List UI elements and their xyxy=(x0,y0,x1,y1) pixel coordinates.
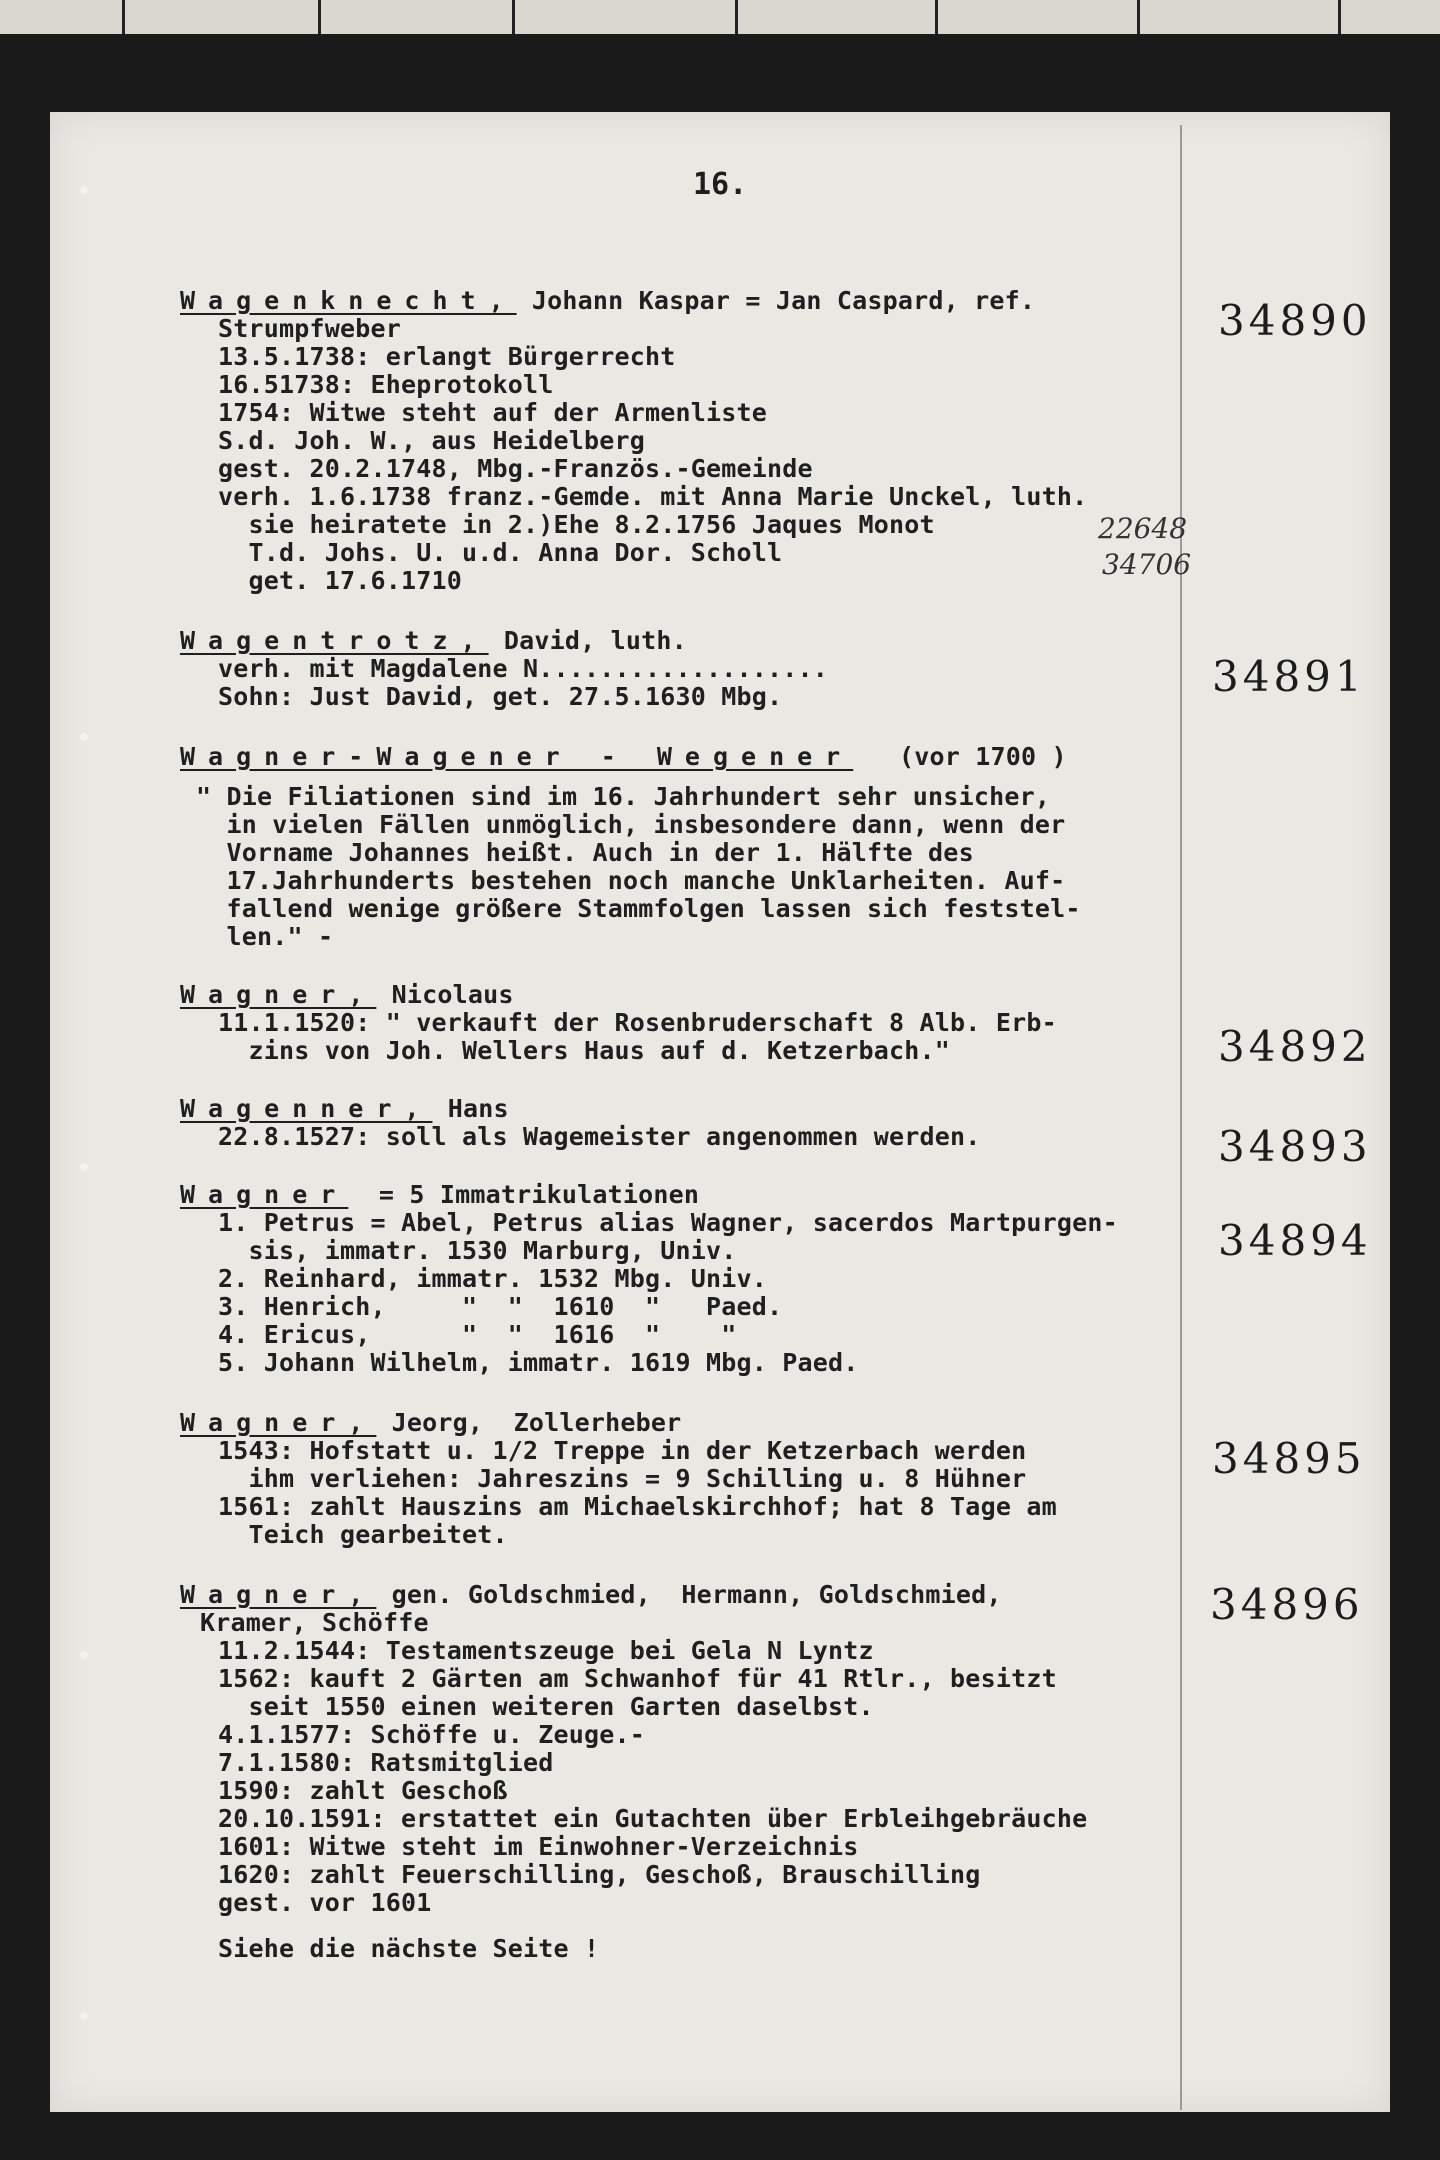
record-number: 34890 xyxy=(1218,296,1372,345)
entry-surname: Wagenner, xyxy=(180,1094,433,1123)
entry-line: S.d. Joh. W., aus Heidelberg xyxy=(218,426,646,455)
record-number: 34892 xyxy=(1218,1022,1372,1071)
page-number: 16. xyxy=(693,167,748,202)
entry-line: 5. Johann Wilhelm, immatr. 1619 Mbg. Paed. xyxy=(218,1348,859,1377)
entry-name: David, luth. xyxy=(488,626,687,655)
footer-note: Siehe die nächste Seite ! xyxy=(218,1934,600,1963)
entry-line: 20.10.1591: erstattet ein Gutachten über Erbleihgebräuche xyxy=(218,1804,1088,1833)
entry-line: verh. 1.6.1738 franz.-Gemde. mit Anna Marie Unckel, luth. xyxy=(218,482,1088,511)
punch-hole xyxy=(80,2012,88,2020)
entry-line: ihm verliehen: Jahreszins = 9 Schilling u. 8 Hühner xyxy=(218,1464,1027,1493)
entry-name: Johann Kaspar = Jan Caspard, ref. xyxy=(516,286,1036,315)
entry-line: Strumpfweber xyxy=(218,314,402,343)
entry-name: Nicolaus xyxy=(376,980,514,1009)
entry-line: 1. Petrus = Abel, Petrus alias Wagner, sacerdos Martpurgen- xyxy=(218,1208,1118,1237)
entry-name: Hans xyxy=(432,1094,509,1123)
entry-line: 11.1.1520: " verkauft der Rosenbruderschaft 8 Alb. Erb- xyxy=(218,1008,1057,1037)
entry-line: " Die Filiationen sind im 16. Jahrhundert sehr unsicher, xyxy=(196,782,1051,811)
entry-line: verh. mit Magdalene N................... xyxy=(218,654,829,683)
entry-line: 1590: zahlt Geschoß xyxy=(218,1776,508,1805)
entry-line: 17.Jahrhunderts bestehen noch manche Unklarheiten. Auf- xyxy=(196,866,1066,895)
entry-surname: Wagenknecht, xyxy=(180,286,517,315)
entry-name: = 5 Immatrikulationen xyxy=(348,1180,700,1209)
entry-line: 7.1.1580: Ratsmitglied xyxy=(218,1748,554,1777)
entry-line: Vorname Johannes heißt. Auch in der 1. Hälfte des xyxy=(196,838,974,867)
punch-hole xyxy=(80,1163,88,1171)
entry-line: T.d. Johs. U. u.d. Anna Dor. Scholl xyxy=(218,538,783,567)
entry-line: zins von Joh. Wellers Haus auf d. Ketzerbach." xyxy=(218,1036,951,1065)
entry-line: 4.1.1577: Schöffe u. Zeuge.- xyxy=(218,1720,646,1749)
entry-line: 4. Ericus, " " 1616 " " xyxy=(218,1320,737,1349)
record-number: 34894 xyxy=(1218,1216,1372,1265)
entry-surname: Wagner, xyxy=(180,1408,377,1437)
handwritten-note: 22648 xyxy=(1098,512,1188,545)
entry-line: 1754: Witwe steht auf der Armenliste xyxy=(218,398,768,427)
entry-line: 1562: kauft 2 Gärten am Schwanhof für 41 Rtlr., besitzt xyxy=(218,1664,1057,1693)
entry-line: 22.8.1527: soll als Wagemeister angenommen werden. xyxy=(218,1122,981,1151)
entry-line: 1620: zahlt Feuerschilling, Geschoß, Brauschilling xyxy=(218,1860,981,1889)
entry-line: seit 1550 einen weiteren Garten daselbst. xyxy=(218,1692,874,1721)
entry-line: Kramer, Schöffe xyxy=(200,1608,429,1637)
entry-line: fallend wenige größere Stammfolgen lassen sich feststel- xyxy=(196,894,1081,923)
record-number: 34893 xyxy=(1218,1122,1372,1171)
punch-hole xyxy=(80,1651,88,1659)
margin-rule xyxy=(1180,125,1182,2110)
entry-line: gest. 20.2.1748, Mbg.-Französ.-Gemeinde xyxy=(218,454,813,483)
record-number: 34891 xyxy=(1212,652,1366,701)
entry-line: 1601: Witwe steht im Einwohner-Verzeichnis xyxy=(218,1832,859,1861)
entry-line: len." - xyxy=(196,922,334,951)
entry-surname: Wagner xyxy=(180,1180,349,1209)
entry-name: Jeorg, Zollerheber xyxy=(376,1408,682,1437)
entry-line: 11.2.1544: Testamentszeuge bei Gela N Lyntz xyxy=(218,1636,874,1665)
entry-surname: Wagner, xyxy=(180,1580,377,1609)
entry-line: sie heiratete in 2.)Ehe 8.2.1756 Jaques Monot xyxy=(218,510,935,539)
entry-line: 1561: zahlt Hauszins am Michaelskirchhof; hat 8 Tage am xyxy=(218,1492,1057,1521)
entry-line: in vielen Fällen unmöglich, insbesondere dann, wenn der xyxy=(196,810,1066,839)
entry-line: gest. vor 1601 xyxy=(218,1888,432,1917)
entry-line: 1543: Hofstatt u. 1/2 Treppe in der Ketzerbach werden xyxy=(218,1436,1027,1465)
punch-hole xyxy=(80,186,88,194)
entry-surname: Wagner, xyxy=(180,980,377,1009)
entry-line: 3. Henrich, " " 1610 " Paed. xyxy=(218,1292,783,1321)
entry-line: get. 17.6.1710 xyxy=(218,566,463,595)
entry-line: 16.51738: Eheprotokoll xyxy=(218,370,554,399)
record-number: 34895 xyxy=(1212,1434,1366,1483)
entry-name: (vor 1700 ) xyxy=(853,742,1067,771)
entry-line: 2. Reinhard, immatr. 1532 Mbg. Univ. xyxy=(218,1264,768,1293)
entry-line: Sohn: Just David, get. 27.5.1630 Mbg. xyxy=(218,682,783,711)
entry-line: sis, immatr. 1530 Marburg, Univ. xyxy=(218,1236,737,1265)
scanner-top-strip xyxy=(0,0,1440,34)
entry-name: gen. Goldschmied, Hermann, Goldschmied, xyxy=(376,1580,1002,1609)
entry-surname: Wagner-Wagener - Wegener xyxy=(180,742,854,771)
entry-line: Teich gearbeitet. xyxy=(218,1520,508,1549)
entry-surname: Wagentrotz, xyxy=(180,626,489,655)
handwritten-note: 34706 xyxy=(1102,548,1192,581)
record-number: 34896 xyxy=(1210,1580,1364,1629)
entry-line: 13.5.1738: erlangt Bürgerrecht xyxy=(218,342,676,371)
punch-hole xyxy=(80,733,88,741)
